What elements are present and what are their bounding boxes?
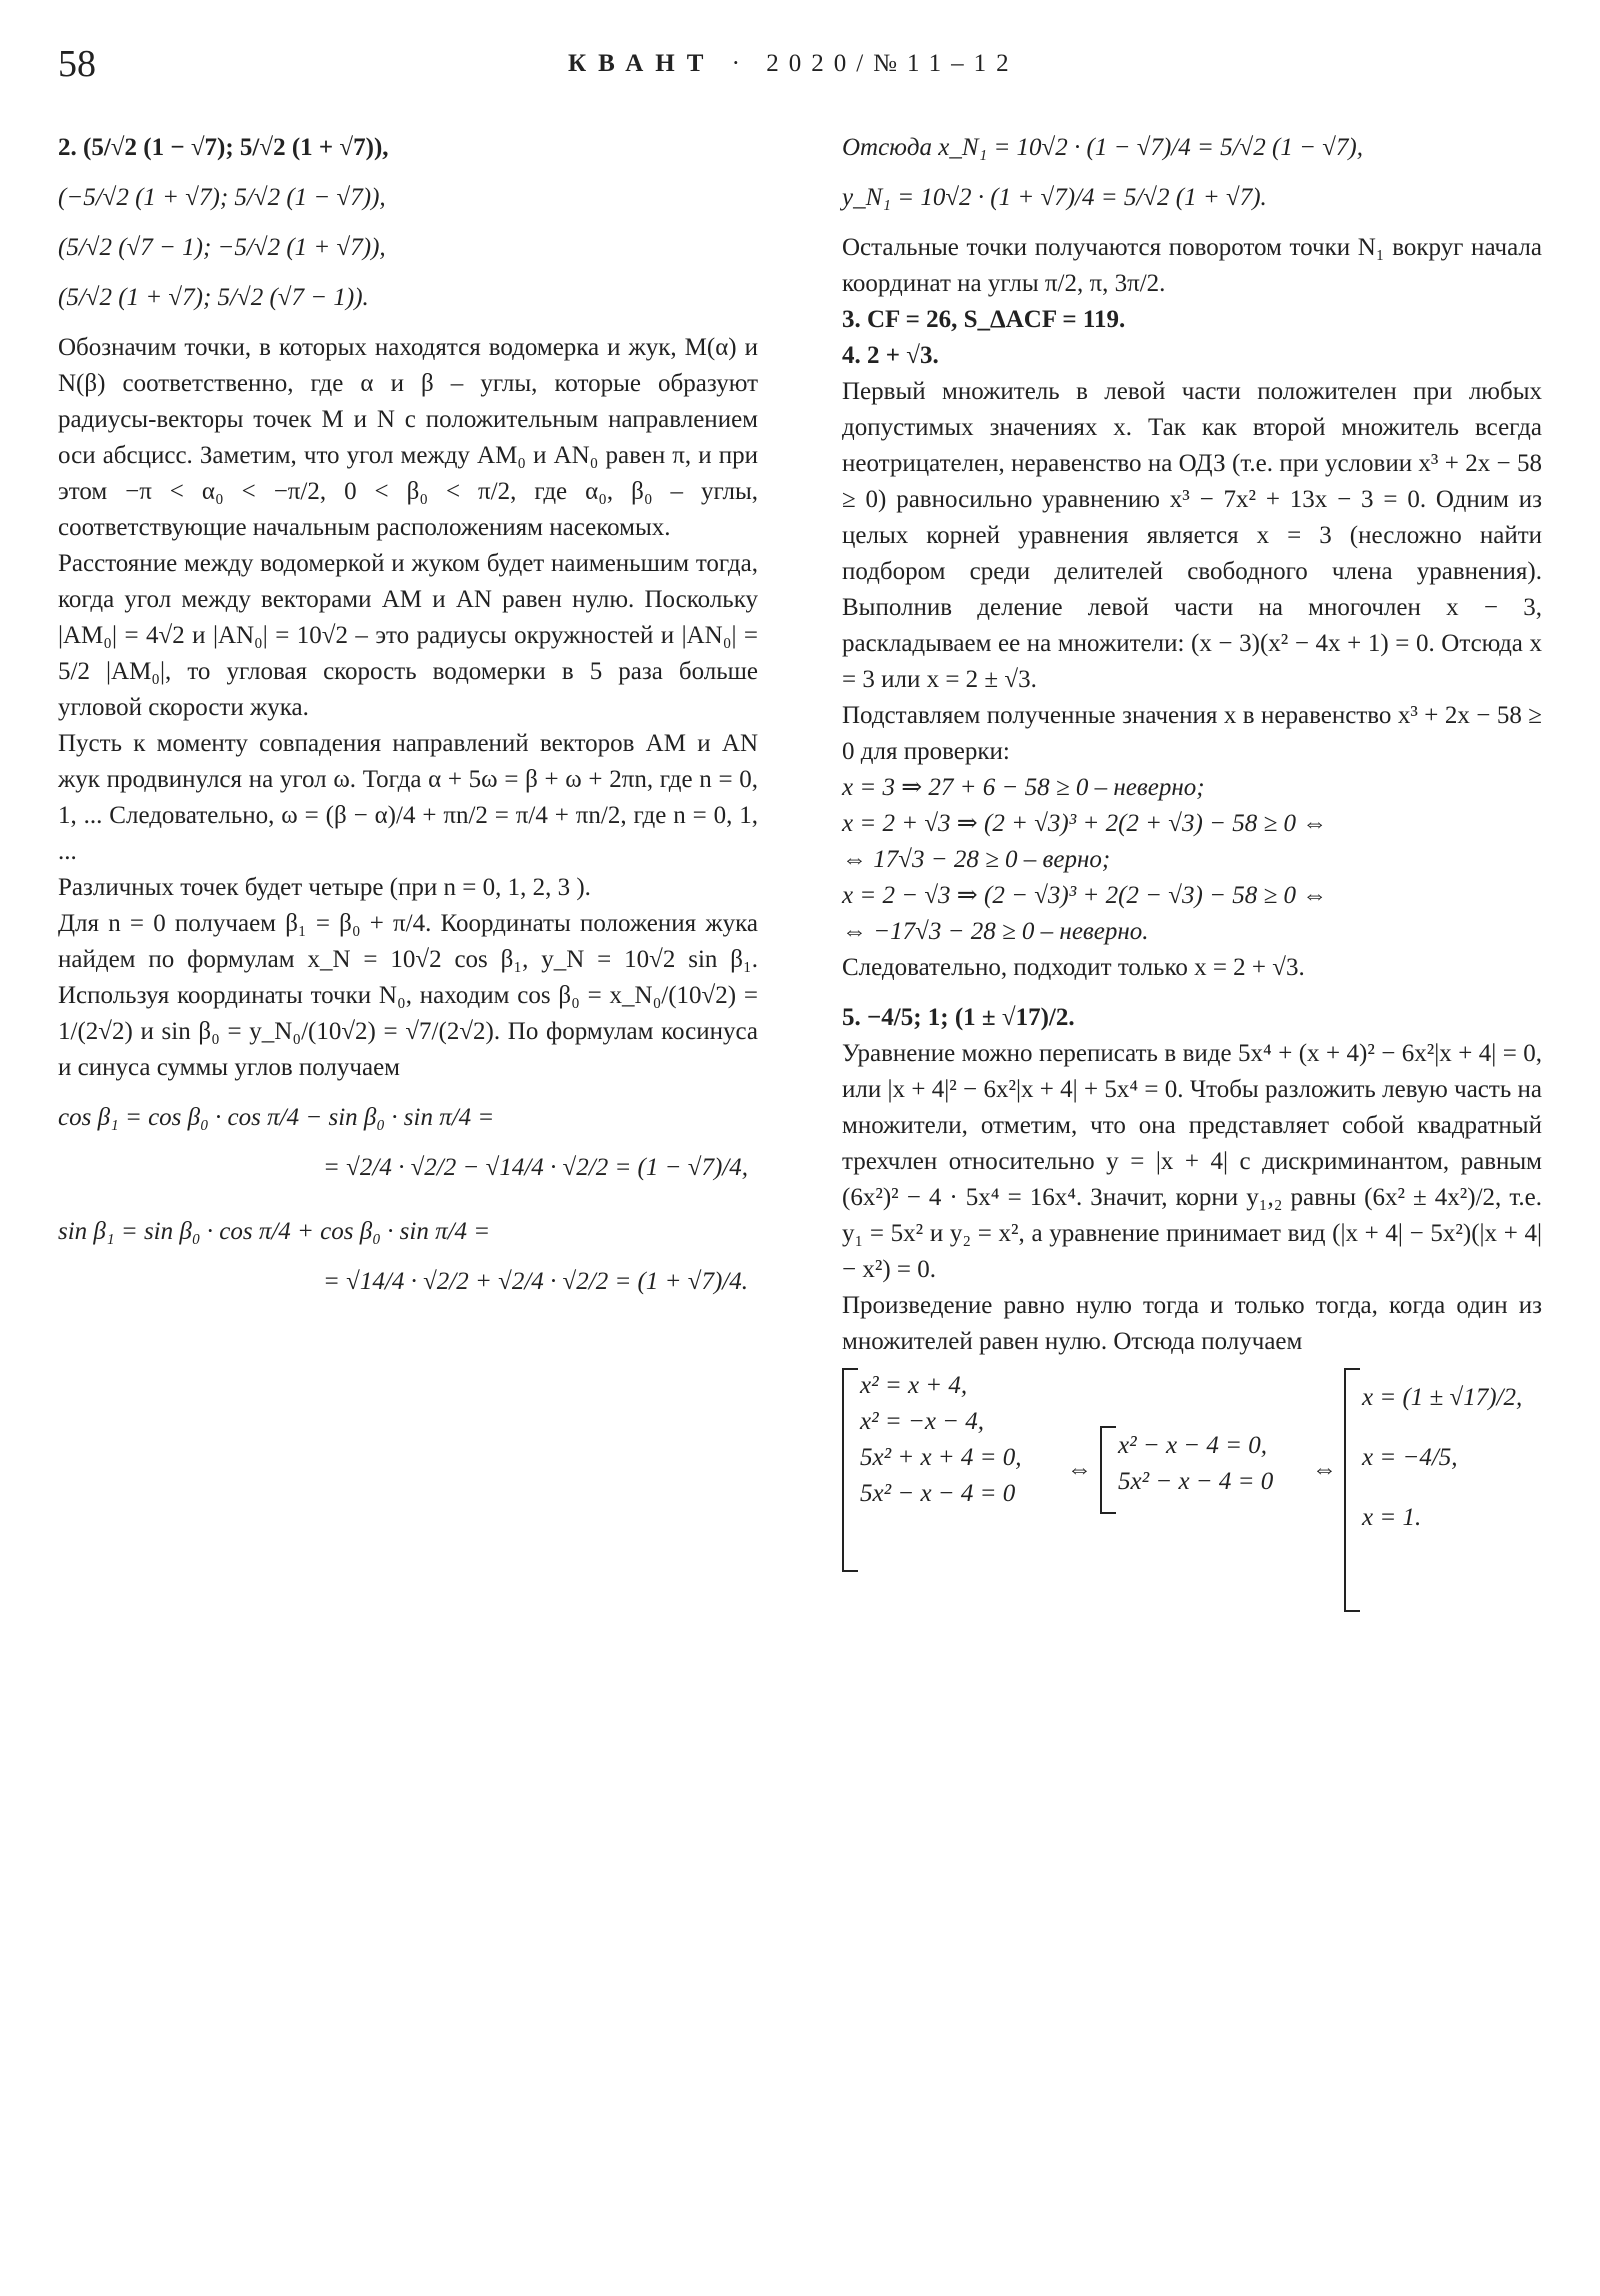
system-3 xyxy=(1362,1368,1522,1548)
answer-2-line-3: (5/√2 (√7 − 1); −5/√2 (1 + √7)), xyxy=(58,234,386,261)
conclusion-4: Следовательно, подходит только x = 2 + √3. xyxy=(842,954,1305,981)
system-1-bracket xyxy=(842,1368,858,1572)
page-header xyxy=(58,42,1548,102)
journal-name: КВАНТ xyxy=(568,50,716,77)
answer-3: 3. CF = 26, S_ΔACF = 119. xyxy=(842,306,1126,333)
answer-5: 5. −4/5; 1; (1 ± √17)/2. xyxy=(842,1004,1075,1031)
system-2 xyxy=(1118,1428,1273,1500)
solution-paragraph-1: Обозначим точки, в которых находятся водомерка и жук, M(α) и N(β) соответственно, где α и β – углы, которые образуют радиусы-векторы точек M и N с положительным направлением оси абсцисс. Заметим, что угол между AM₀ и AN₀ равен π, и при этом −π < α₀ < −π/2, 0 < β₀ < π/2, где α₀, β₀ – углы, соответствующие начальным расположениям насекомых. xyxy=(58,334,758,541)
iff-2: ⇔ xyxy=(1312,1456,1337,1483)
equation-systems xyxy=(842,1368,1542,1628)
system-1-eq-2: x² = −x − 4, xyxy=(860,1408,985,1435)
system-2-eq-1: x² − x − 4 = 0, xyxy=(1118,1432,1268,1459)
check-2a: x = 2 + √3 ⇒ (2 + √3)³ + 2(2 + √3) − 58 ≥ 0 ⇔ xyxy=(842,810,1328,837)
system-3-bracket xyxy=(1344,1368,1360,1612)
solution-paragraph-3: Пусть к моменту совпадения направлений векторов AM и AN жук продвинулся на угол ω. Тогда α + 5ω = β + ω + 2πn, где n = 0, 1, ... Следовательно, ω = (β − α)/4 + πn/2 = π/4 + πn/2, где n = 0, 1, ... xyxy=(58,730,758,865)
check-3b: ⇔ −17√3 − 28 ≥ 0 – неверно. xyxy=(842,918,1149,945)
system-2-eq-2: 5x² − x − 4 = 0 xyxy=(1118,1468,1274,1495)
header-separator: · xyxy=(731,50,750,77)
left-column xyxy=(58,130,758,1300)
sin-equation-line-1: sin β₁ = sin β₀ · cos π/4 + cos β₀ · sin π/4 = xyxy=(58,1218,491,1245)
right-column xyxy=(842,130,1542,1628)
cos-equation-line-1: cos β₁ = cos β₀ · cos π/4 − sin β₀ · sin π/4 = xyxy=(58,1104,495,1131)
system-3-eq-2: x = −4/5, xyxy=(1362,1444,1458,1471)
answer-2-line-1: 2. (5/√2 (1 − √7); 5/√2 (1 + √7)), xyxy=(58,134,389,161)
system-1-eq-4: 5x² − x − 4 = 0 xyxy=(860,1480,1016,1507)
substitution-paragraph: Подставляем полученные значения x в неравенство x³ + 2x − 58 ≥ 0 для проверки: xyxy=(842,702,1542,765)
issue-number: 2020/№11–12 xyxy=(766,50,1019,77)
check-3a: x = 2 − √3 ⇒ (2 − √3)³ + 2(2 − √3) − 58 ≥ 0 ⇔ xyxy=(842,882,1328,909)
answer-4: 4. 2 + √3. xyxy=(842,342,939,369)
check-2b: ⇔ 17√3 − 28 ≥ 0 – верно; xyxy=(842,846,1111,873)
xN1-equation: Отсюда x_N₁ = 10√2 · (1 − √7)/4 = 5/√2 (1 − √7), xyxy=(842,134,1363,161)
solution-paragraph-2: Расстояние между водомеркой и жуком будет наименьшим тогда, когда угол между векторами AM и AN равен нулю. Поскольку |AM₀| = 4√2 и |AN₀| = 10√2 – это радиусы окружностей и |AN₀| = 5/2 |AM₀|, то угловая скорость водомерки в 5 раза больше угловой скорости жука. xyxy=(58,550,758,721)
system-2-bracket xyxy=(1100,1426,1116,1514)
page-number: 58 xyxy=(58,43,96,85)
iff-1: ⇔ xyxy=(1067,1456,1092,1483)
check-1: x = 3 ⇒ 27 + 6 − 58 ≥ 0 – неверно; xyxy=(842,774,1205,801)
answer-4-solution: Первый множитель в левой части положителен при любых допустимых значениях x. Так как второй множитель всегда неотрицателен, неравенство на ОДЗ (т.е. при условии x³ + 2x − 58 ≥ 0) равносильно уравнению x³ − 7x² + 13x − 3 = 0. Одним из целых корней уравнения является x = 3 (несложно найти подбором среди делителей свободного члена уравнения). Выполнив деление левой части на многочлен x − 3, раскладываем ее на множители: (x − 3)(x² − 4x + 1) = 0. Отсюда x = 3 или x = 2 ± √3. xyxy=(842,378,1542,693)
system-1-eq-1: x² = x + 4, xyxy=(860,1372,968,1399)
answer-2-line-2: (−5/√2 (1 + √7); 5/√2 (1 − √7)), xyxy=(58,184,386,211)
system-3-eq-1: x = (1 ± √17)/2, xyxy=(1362,1384,1523,1411)
yN1-equation: y_N₁ = 10√2 · (1 + √7)/4 = 5/√2 (1 + √7). xyxy=(842,184,1267,211)
rotation-paragraph: Остальные точки получаются поворотом точки N₁ вокруг начала координат на углы π/2, π, 3π/2. xyxy=(842,234,1542,297)
cos-equation-line-2: = √2/4 · √2/2 − √14/4 · √2/2 = (1 − √7)/4, xyxy=(323,1154,748,1181)
solution-paragraph-4: Различных точек будет четыре (при n = 0, 1, 2, 3 ). xyxy=(58,874,591,901)
system-1 xyxy=(860,1368,1022,1512)
system-1-eq-3: 5x² + x + 4 = 0, xyxy=(860,1444,1022,1471)
sin-equation-line-2: = √14/4 · √2/2 + √2/4 · √2/2 = (1 + √7)/4. xyxy=(323,1268,748,1295)
solution-paragraph-5: Для n = 0 получаем β₁ = β₀ + π/4. Координаты положения жука найдем по формулам x_N = 10√2 cos β₁, y_N = 10√2 sin β₁. Используя координаты точки N₀, находим cos β₀ = x_N₀/(10√2) = 1/(2√2) и sin β₀ = y_N₀/(10√2) = √7/(2√2). По формулам косинуса и синуса суммы углов получаем xyxy=(58,910,758,1081)
product-paragraph: Произведение равно нулю тогда и только тогда, когда один из множителей равен нулю. Отсюда получаем xyxy=(842,1292,1542,1355)
answer-5-solution: Уравнение можно переписать в виде 5x⁴ + (x + 4)² − 6x²|x + 4| = 0, или |x + 4|² − 6x²|x + 4| + 5x⁴ = 0. Чтобы разложить левую часть на множители, отметим, что она представляет собой квадратный трехчлен относительно y = |x + 4| с дискриминантом, равным (6x²)² − 4 · 5x⁴ = 16x⁴. Значит, корни y₁,₂ равны (6x² ± 4x²)/2, т.е. y₁ = 5x² и y₂ = x², а уравнение принимает вид (|x + 4| − 5x²)(|x + 4| − x²) = 0. xyxy=(842,1040,1542,1283)
answer-2-line-4: (5/√2 (1 + √7); 5/√2 (√7 − 1)). xyxy=(58,284,369,311)
system-3-eq-3: x = 1. xyxy=(1362,1504,1422,1531)
journal-title xyxy=(568,50,1019,78)
